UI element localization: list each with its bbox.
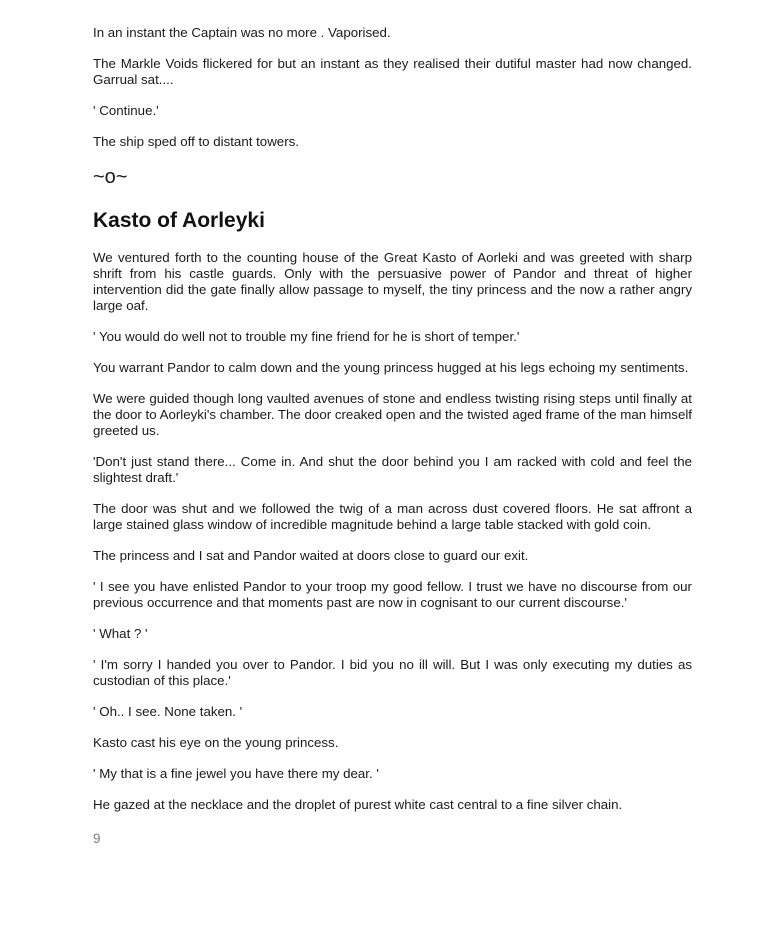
- paragraph: Kasto cast his eye on the young princess.: [93, 735, 339, 750]
- paragraph: The Markle Voids flickered for but an instant as they realised their dutiful master had now changed. Garrual sat....: [93, 56, 692, 87]
- paragraph: You warrant Pandor to calm down and the young princess hugged at his legs echoing my sentiments.: [93, 360, 689, 375]
- paragraph: He gazed at the necklace and the droplet of purest white cast central to a fine silver chain.: [93, 797, 623, 812]
- paragraph: We were guided though long vaulted avenues of stone and endless twisting rising steps until finally at the door to Aorleyki's chamber. The door creaked open and the twisted aged frame of the man himself greeted us.: [93, 391, 692, 438]
- paragraph: ' I'm sorry I handed you over to Pandor. I bid you no ill will. But I was only executing my duties as custodian of this place.': [93, 657, 692, 688]
- paragraph: In an instant the Captain was no more . Vaporised.: [93, 25, 391, 40]
- paragraph: The princess and I sat and Pandor waited at doors close to guard our exit.: [93, 548, 529, 563]
- paragraph: 'Don't just stand there... Come in. And shut the door behind you I am racked with cold and feel the slightest draft.': [93, 454, 692, 485]
- paragraph: The ship sped off to distant towers.: [93, 134, 299, 149]
- paragraph: The door was shut and we followed the twig of a man across dust covered floors. He sat affront a large stained glass window of incredible magnitude behind a large table stacked with gold coin.: [93, 501, 692, 532]
- paragraph: ' You would do well not to trouble my fine friend for he is short of temper.': [93, 329, 520, 344]
- section-divider: ~o~: [93, 166, 128, 188]
- paragraph: ' My that is a fine jewel you have there my dear. ': [93, 766, 379, 781]
- chapter-heading: Kasto of Aorleyki: [93, 209, 265, 232]
- paragraph: We ventured forth to the counting house of the Great Kasto of Aorleki and was greeted with sharp shrift from his castle guards. Only with the persuasive power of Pandor and threat of higher intervention did the gate finally allow passage to myself, the tiny princess and the now a rather angry large oaf.: [93, 250, 692, 313]
- page-number: 9: [93, 831, 101, 846]
- paragraph: ' Continue.': [93, 103, 159, 118]
- paragraph: ' I see you have enlisted Pandor to your troop my good fellow. I trust we have no discourse from our previous occurrence and that moments past are now in cognisant to our current discourse.': [93, 579, 692, 610]
- paragraph: ' What ? ': [93, 626, 148, 641]
- paragraph: ' Oh.. I see. None taken. ': [93, 704, 243, 719]
